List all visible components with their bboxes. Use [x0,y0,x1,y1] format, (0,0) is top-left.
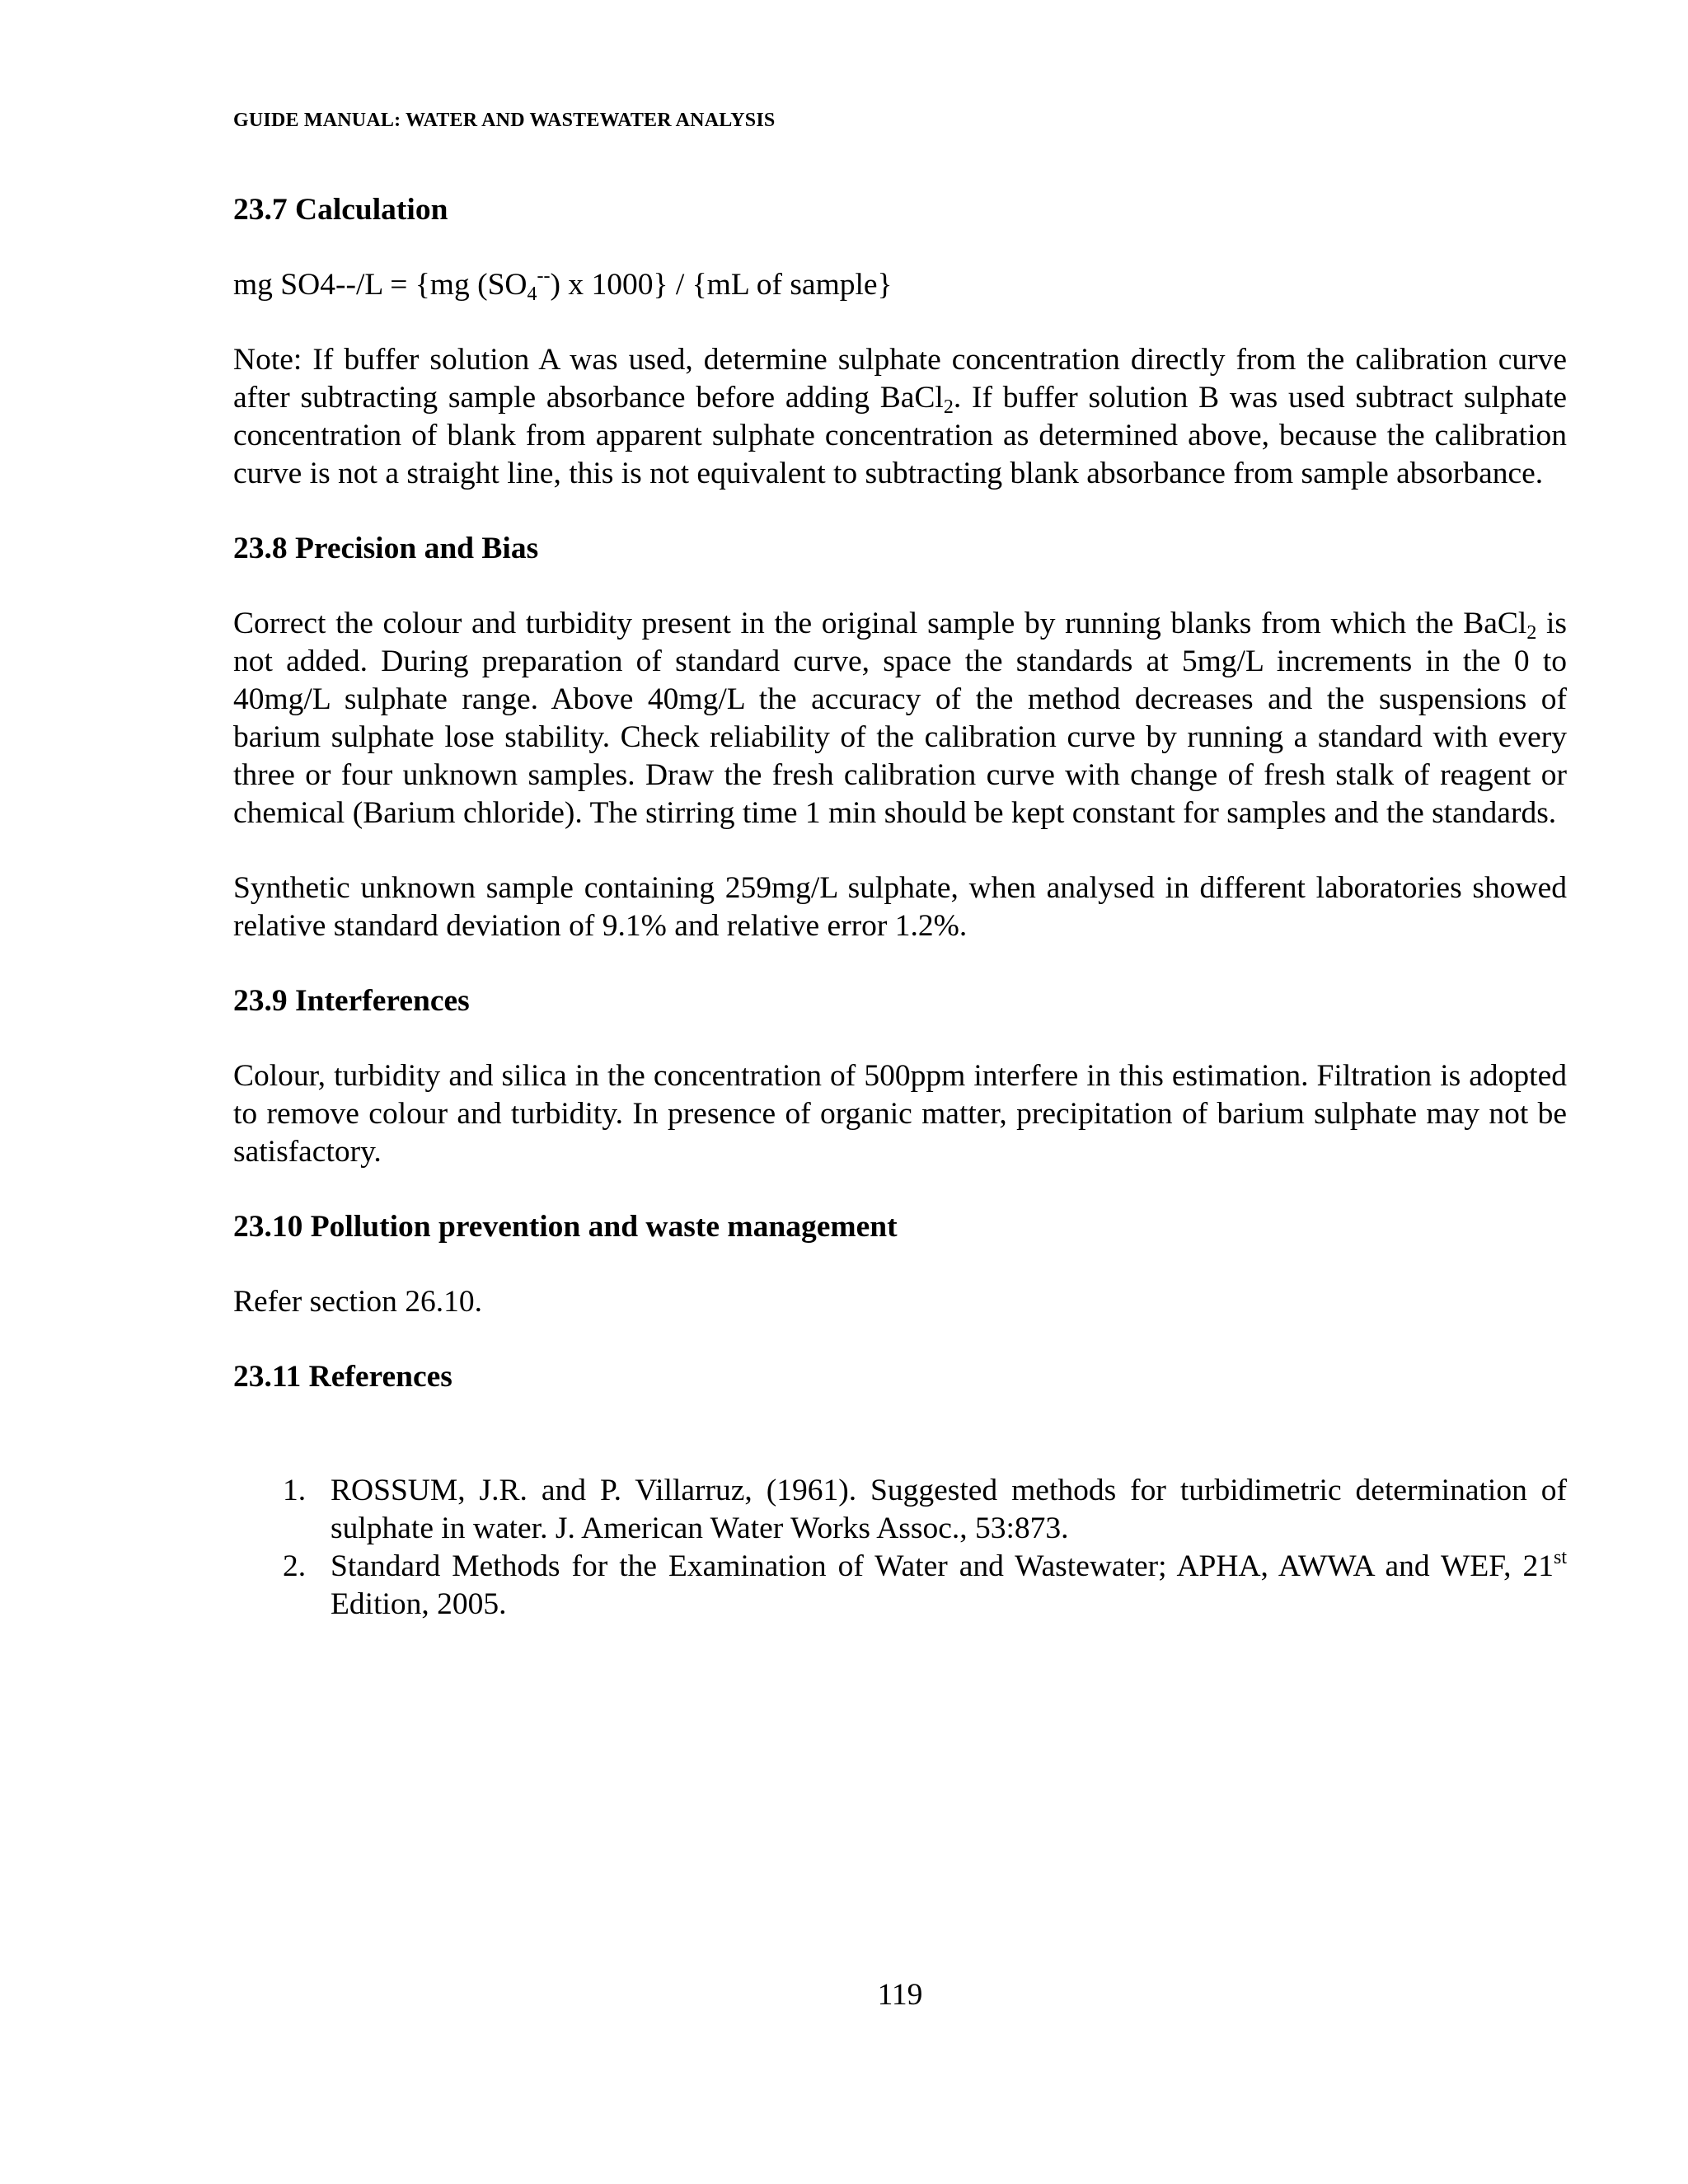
section-calculation [233,191,1567,493]
page-number: 119 [877,1978,923,2012]
section-heading-precision: 23.8 Precision and Bias [233,532,539,565]
reference-list [233,1472,1567,1624]
calculation-note: Note: If buffer solution A was used, determine sulphate concentration directly from the calibration curve after subtracting sample absorbance before adding BaCl$_2$. If buffer solution B was used subtract sulphate concentration of blank from apparent sulphate concentration as determined above, because the calibration curve is not a straight line, this is not equivalent to subtracting blank absorbance from sample absorbance. [233,343,1567,490]
section-precision-and-bias [233,530,1567,945]
interferences-paragraph: Colour, turbidity and silica in the concentration of 500ppm interfere in this estimation. Filtration is adopted to remove colour and turbidity. In presence of organic matter, precipitation of barium sulphate may not be satisfactory. [233,1059,1567,1169]
section-heading-pollution: 23.10 Pollution prevention and waste management [233,1210,898,1244]
precision-results-paragraph: Synthetic unknown sample containing 259mg/L sulphate, when analysed in different laboratories showed relative standard deviation of 9.1% and relative error 1.2%. [233,871,1567,943]
running-header: GUIDE MANUAL: WATER AND WASTEWATER ANALYSIS [233,110,776,131]
section-heading-calculation: 23.7 Calculation [233,193,448,227]
reference-number: 2. [283,1549,307,1583]
section-heading-references: 23.11 References [233,1360,452,1394]
reference-item [233,1472,1567,1548]
reference-number: 1. [283,1474,307,1507]
pollution-paragraph: Refer section 26.10. [233,1285,482,1319]
reference-item [233,1548,1567,1624]
reference-text: Standard Methods for the Examination of Water and Wastewater; APHA, AWWA and WEF, 21st Edition, 2005. [331,1547,1567,1621]
section-references [233,1358,1567,1624]
section-heading-interferences: 23.9 Interferences [233,984,470,1018]
sulphate-formula: mg SO4--/L = {mg $(SO_4^{--})$ x 1000} / {mL of sample} [233,265,893,305]
precision-paragraph: Correct the colour and turbidity present in the original sample by running blanks from which the BaCl$_2$ is not added. During preparation of standard curve, space the standards at 5mg/L increments in the 0 to 40mg/L sulphate range. Above 40mg/L the accuracy of the method decreases and the suspensions of barium sulphate lose stability. Check reliability of the calibration curve by running a standard with every three or four unknown samples. Draw the fresh calibration curve with change of fresh stalk of reagent or chemical (Barium chloride). The stirring time 1 min should be kept constant for samples and the standards. [233,607,1568,830]
section-pollution-prevention [233,1208,1567,1321]
section-interferences [233,982,1567,1171]
document-body [233,191,1567,1624]
document-page [233,0,1567,2184]
reference-text: ROSSUM, J.R. and P. Villarruz, (1961). Suggested methods for turbidimetric determination of sulphate in water. J. American Water Works Assoc., 53:873. [331,1474,1567,1545]
